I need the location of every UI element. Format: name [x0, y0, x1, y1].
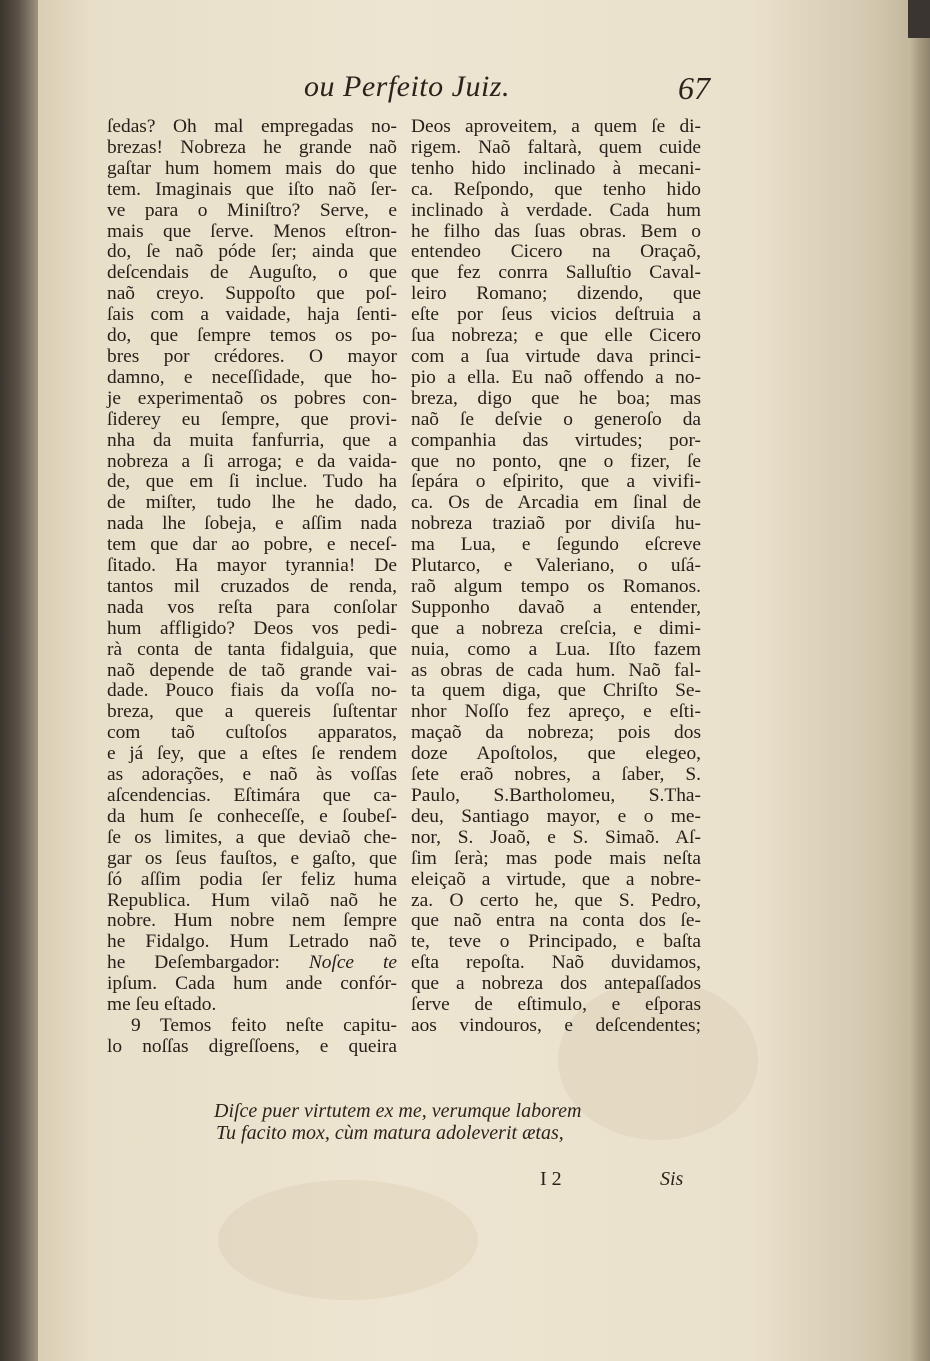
- text-line: ve para o Miniſtro? Serve, e: [107, 199, 397, 221]
- text-line: rigem. Naõ faltarà, quem cuide: [411, 136, 701, 158]
- text-line: je experimentaõ os pobres con-: [107, 387, 397, 409]
- text-line: ſiderey eu ſempre, que provi-: [107, 408, 397, 430]
- text-line: lo noſſas digreſſoens, e queira: [107, 1035, 397, 1057]
- text-line: eſta repoſta. Naõ duvidamos,: [411, 952, 701, 974]
- text-line: tem. Imaginais que iſto naõ ſer-: [107, 178, 397, 200]
- text-line-with-latin: [107, 953, 397, 974]
- text-line: nobre. Hum nobre nem ſempre: [107, 910, 397, 932]
- left-text-column: [107, 117, 397, 1058]
- text-line: que a nobreza dos antepaſſados: [411, 973, 701, 995]
- text-line: naõ creyo. Suppoſto que poſ-: [107, 283, 397, 305]
- text-line: ta quem diga, que Chriſto Se-: [411, 680, 701, 702]
- text-line: da hum ſe conheceſſe, e ſoubeſ-: [107, 805, 397, 827]
- page-edge: [908, 0, 930, 1361]
- text-line: ſitado. Ha mayor tyrannia! De: [107, 555, 397, 577]
- verse-line: Tu facito mox, cùm matura adoleverit ætas,: [216, 1122, 564, 1144]
- text-line: ma Lua, e ſegundo eſcreve: [411, 534, 701, 556]
- text-line: ſete eraõ nobres, a ſaber, S.: [411, 764, 701, 786]
- text-line: nobreza traziaõ por diviſa hu-: [411, 513, 701, 535]
- running-head: [292, 70, 722, 110]
- text-line: bres por crédores. O mayor: [107, 345, 397, 367]
- text-line: gaſtar hum homem mais do que: [107, 157, 397, 179]
- text-line: ſais com a vaidade, haja ſenti-: [107, 304, 397, 326]
- text-fragment: ipſum. Cada hum ande confór-: [107, 973, 397, 995]
- text-line: e já ſey, que a eſtes ſe rendem: [107, 743, 397, 765]
- text-line: as obras de cada hum. Naõ fal-: [411, 659, 701, 681]
- text-line: nha da muita fanfurria, que a: [107, 429, 397, 451]
- text-line: naõ depende de taõ grande vai-: [107, 659, 397, 681]
- text-line: za. O certo he, que S. Pedro,: [411, 889, 701, 911]
- text-line: que naõ entra na conta dos ſe-: [411, 910, 701, 932]
- text-line: raõ algum tempo os Romanos.: [411, 575, 701, 597]
- text-line: he filho das ſuas obras. Bem o: [411, 220, 701, 242]
- text-line: do, que ſempre temos os po-: [107, 325, 397, 347]
- text-line: nhor Noſſo fez apreço, e eſti-: [411, 701, 701, 723]
- text-line: nuia, como a Lua. Iſto fazem: [411, 638, 701, 660]
- signature-mark: I 2: [540, 1168, 562, 1190]
- text-fragment: he Deſembargador:: [107, 952, 280, 974]
- text-line: Republica. Hum vilaõ naõ he: [107, 889, 397, 911]
- text-line: entendeo Cicero na Oraçaõ,: [411, 241, 701, 263]
- text-line: que no ponto, qne o fizer, ſe: [411, 450, 701, 472]
- text-line: de, que em ſi inclue. Tudo ha: [107, 471, 397, 493]
- text-line: deu, Santiago mayor, e o me-: [411, 805, 701, 827]
- text-line: ſim ſerà; mas pode mais neſta: [411, 847, 701, 869]
- text-line: maçaõ da nobreza; pois dos: [411, 722, 701, 744]
- paper-stain: [218, 1180, 478, 1300]
- text-line: dade. Pouco fiais da voſſa no-: [107, 680, 397, 702]
- right-text-column: [411, 117, 701, 1037]
- text-line: ca. Reſpondo, que tenho hido: [411, 178, 701, 200]
- text-line: breza, que a quereis ſuſtentar: [107, 701, 397, 723]
- text-line: nada vos reſta para conſolar: [107, 596, 397, 618]
- page-number: 67: [678, 70, 710, 106]
- text-line: brezas! Nobreza he grande naõ: [107, 136, 397, 158]
- text-line: ſepára o eſpirito, que a vivifi-: [411, 471, 701, 493]
- text-line: leiro Romano; dizendo, que: [411, 283, 701, 305]
- text-line: te, teve o Principado, e baſta: [411, 931, 701, 953]
- text-line: ca. Os de Arcadia em ſinal de: [411, 492, 701, 514]
- text-line: com taõ cuſtoſos apparatos,: [107, 722, 397, 744]
- text-line: Deos aproveitem, a quem ſe di-: [411, 116, 701, 137]
- text-line: ſó aſſim podia ſer feliz huma: [107, 868, 397, 890]
- text-line: aos vindouros, e deſcendentes;: [411, 1014, 701, 1036]
- text-line: hum affligido? Deos vos pedi-: [107, 617, 397, 639]
- text-line: Plutarco, e Valeriano, o uſá-: [411, 555, 701, 577]
- text-line: ſua nobreza; e que elle Cicero: [411, 325, 701, 347]
- text-line: [107, 974, 397, 995]
- text-line: gar os ſeus fauſtos, e gaſto, que: [107, 847, 397, 869]
- latin-verse: [214, 1100, 684, 1144]
- text-line: companhia das virtudes; por-: [411, 429, 701, 451]
- text-line: deſcendais de Auguſto, o que: [107, 262, 397, 284]
- text-line: ſedas? Oh mal empregadas no-: [107, 116, 397, 137]
- text-line: ſe os limites, a que deviaõ che-: [107, 826, 397, 848]
- text-line: Paulo, S.Bartholomeu, S.Tha-: [411, 785, 701, 806]
- verse-line: Diſce puer virtutem ex me, verumque laborem: [214, 1100, 582, 1122]
- text-line: Supponho davaõ a entender,: [411, 596, 701, 618]
- text-line: que a nobreza creſcia, e dimi-: [411, 617, 701, 639]
- text-line: breza, digo que he boa; mas: [411, 387, 701, 409]
- text-line: inclinado à verdade. Cada hum: [411, 199, 701, 221]
- text-line: he Fidalgo. Hum Letrado naõ: [107, 931, 397, 953]
- text-line: damno, e neceſſidade, que ho-: [107, 366, 397, 388]
- text-line: as adorações, e naõ às voſſas: [107, 764, 397, 786]
- text-line: nada lhe ſobeja, e aſſim nada: [107, 513, 397, 535]
- text-line: rà conta de tanta fidalguia, que: [107, 638, 397, 660]
- text-line: mais que ſerve. Menos eſtron-: [107, 220, 397, 242]
- running-head-title: ou Perfeito Juiz.: [304, 70, 510, 103]
- text-line: eſte por ſeus vicios deſtruia a: [411, 304, 701, 326]
- paragraph-start-line: 9 Temos feito neſte capitu-: [131, 1014, 397, 1036]
- text-line: pio a ella. Eu naõ offendo a no-: [411, 366, 701, 388]
- text-line: doze Apoſtolos, que elegeo,: [411, 743, 701, 765]
- text-line: ſerve de eſtimulo, e eſporas: [411, 994, 701, 1016]
- text-line: tem que dar ao pobre, e neceſ-: [107, 534, 397, 556]
- text-line: nobreza a ſi arroga; e da vaida-: [107, 450, 397, 472]
- text-line: me ſeu eſtado.: [107, 994, 217, 1016]
- text-line: naõ ſe deſvie o generoſo da: [411, 408, 701, 430]
- text-line: tenho hido inclinado à mecani-: [411, 157, 701, 179]
- text-line: de miſter, tudo lhe he dado,: [107, 492, 397, 514]
- text-line: nor, S. Joaõ, e S. Simaõ. Aſ-: [411, 826, 701, 848]
- text-line: que fez conrra Salluſtio Caval-: [411, 262, 701, 284]
- text-line: tantos mil cruzados de renda,: [107, 575, 397, 597]
- text-line: do, ſe naõ póde ſer; ainda que: [107, 241, 397, 263]
- text-line: eleiçaõ a virtude, que a nobre-: [411, 868, 701, 890]
- text-line: aſcendencias. Eſtimára que ca-: [107, 785, 397, 806]
- catchword: Sis: [660, 1168, 684, 1190]
- text-line: com a ſua virtude dava princi-: [411, 345, 701, 367]
- page-corner-shadow: [908, 0, 930, 38]
- latin-phrase: Noſce te: [308, 952, 397, 974]
